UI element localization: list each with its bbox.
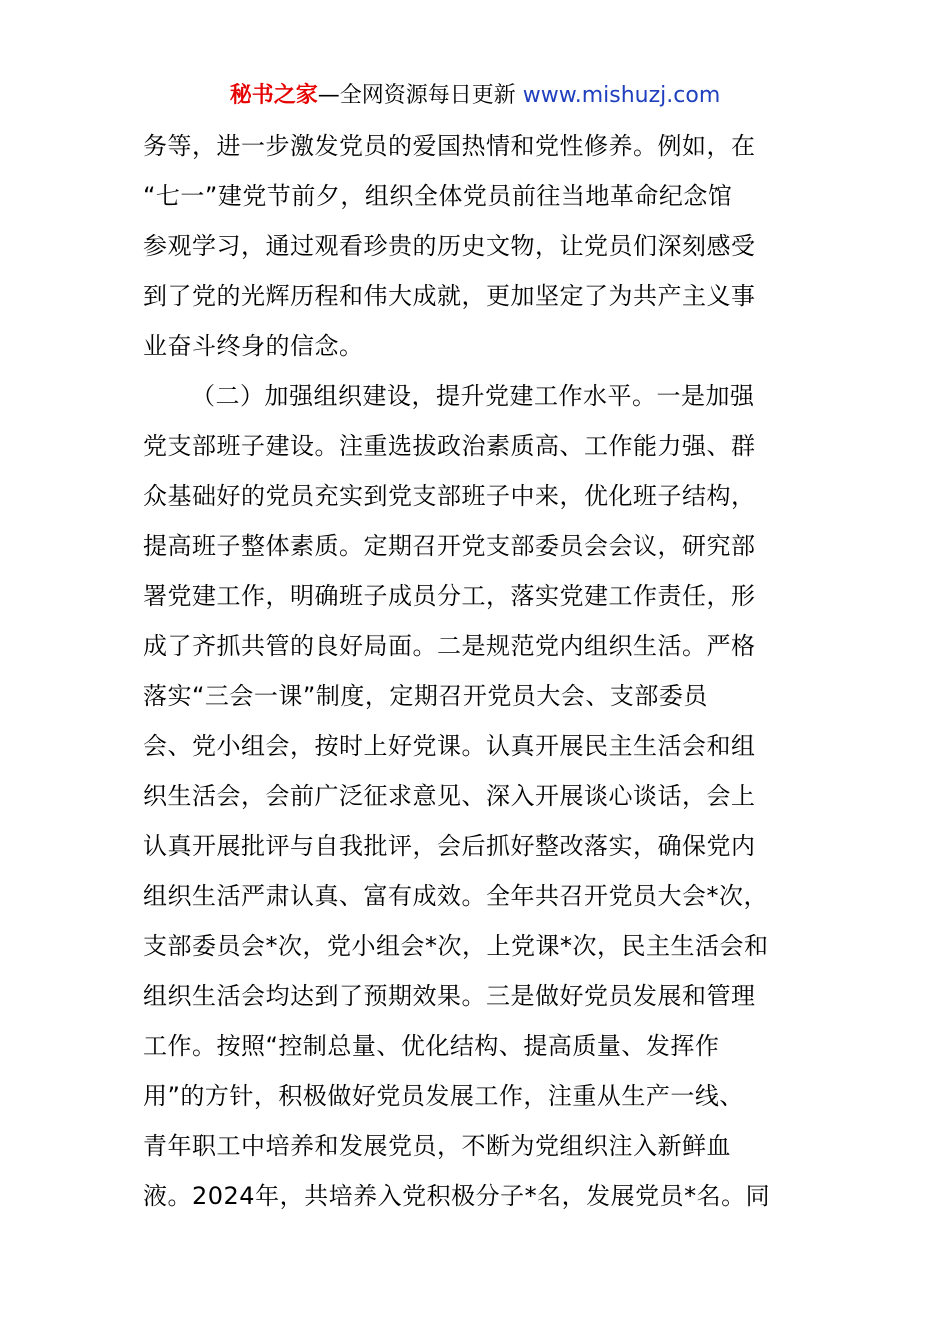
paragraph	[143, 121, 813, 371]
text-line: 成了齐抓共管的良好局面。二是规范党内组织生活。严格	[143, 632, 756, 660]
text-line: “七一”建党节前夕，组织全体党员前往当地革命纪念馆	[143, 182, 733, 210]
text-line: 业奋斗终身的信念。	[143, 332, 364, 360]
text-line: 务等，进一步激发党员的爱国热情和党性修养。例如，在	[143, 132, 756, 160]
text-line: 众基础好的党员充实到党支部班子中来，优化班子结构，	[143, 482, 756, 510]
text-line: 提高班子整体素质。定期召开党支部委员会会议，研究部	[143, 532, 756, 560]
header-tagline: —全网资源每日更新	[317, 83, 523, 108]
text-line: 青年职工中培养和发展党员，不断为党组织注入新鲜血	[143, 1132, 731, 1160]
text-line: （二）加强组织建设，提升党建工作水平。一是加强	[191, 382, 755, 410]
text-line: 党支部班子建设。注重选拔政治素质高、工作能力强、群	[143, 432, 756, 460]
text-line: 用”的方针，积极做好党员发展工作，注重从生产一线、	[143, 1082, 744, 1110]
text-line: 支部委员会*次，党小组会*次，上党课*次，民主生活会和	[143, 932, 769, 960]
text-line: 署党建工作，明确班子成员分工，落实党建工作责任，形	[143, 582, 756, 610]
page-header	[0, 80, 950, 112]
document-body	[143, 121, 813, 1221]
text-line: 液。2024年，共培养入党积极分子*名，发展党员*名。同	[143, 1182, 771, 1210]
text-line: 组织生活严肃认真、富有成效。全年共召开党员大会*次，	[143, 882, 768, 910]
text-line: 织生活会，会前广泛征求意见、深入开展谈心谈话，会上	[143, 782, 756, 810]
text-line: 到了党的光辉历程和伟大成就，更加坚定了为共产主义事	[143, 282, 756, 310]
text-line: 落实“三会一课”制度，定期召开党员大会、支部委员	[143, 682, 708, 710]
site-url-link[interactable]: www.mishuzj.com	[522, 83, 721, 108]
text-line: 会、党小组会，按时上好党课。认真开展民主生活会和组	[143, 732, 756, 760]
text-line: 参观学习，通过观看珍贵的历史文物，让党员们深刻感受	[143, 232, 756, 260]
text-line: 工作。按照“控制总量、优化结构、提高质量、发挥作	[143, 1032, 720, 1060]
text-line: 认真开展批评与自我批评，会后抓好整改落实，确保党内	[143, 832, 756, 860]
paragraph	[143, 371, 813, 1221]
text-line: 组织生活会均达到了预期效果。三是做好党员发展和管理	[143, 982, 756, 1010]
brand-name: 秘书之家	[229, 83, 318, 108]
